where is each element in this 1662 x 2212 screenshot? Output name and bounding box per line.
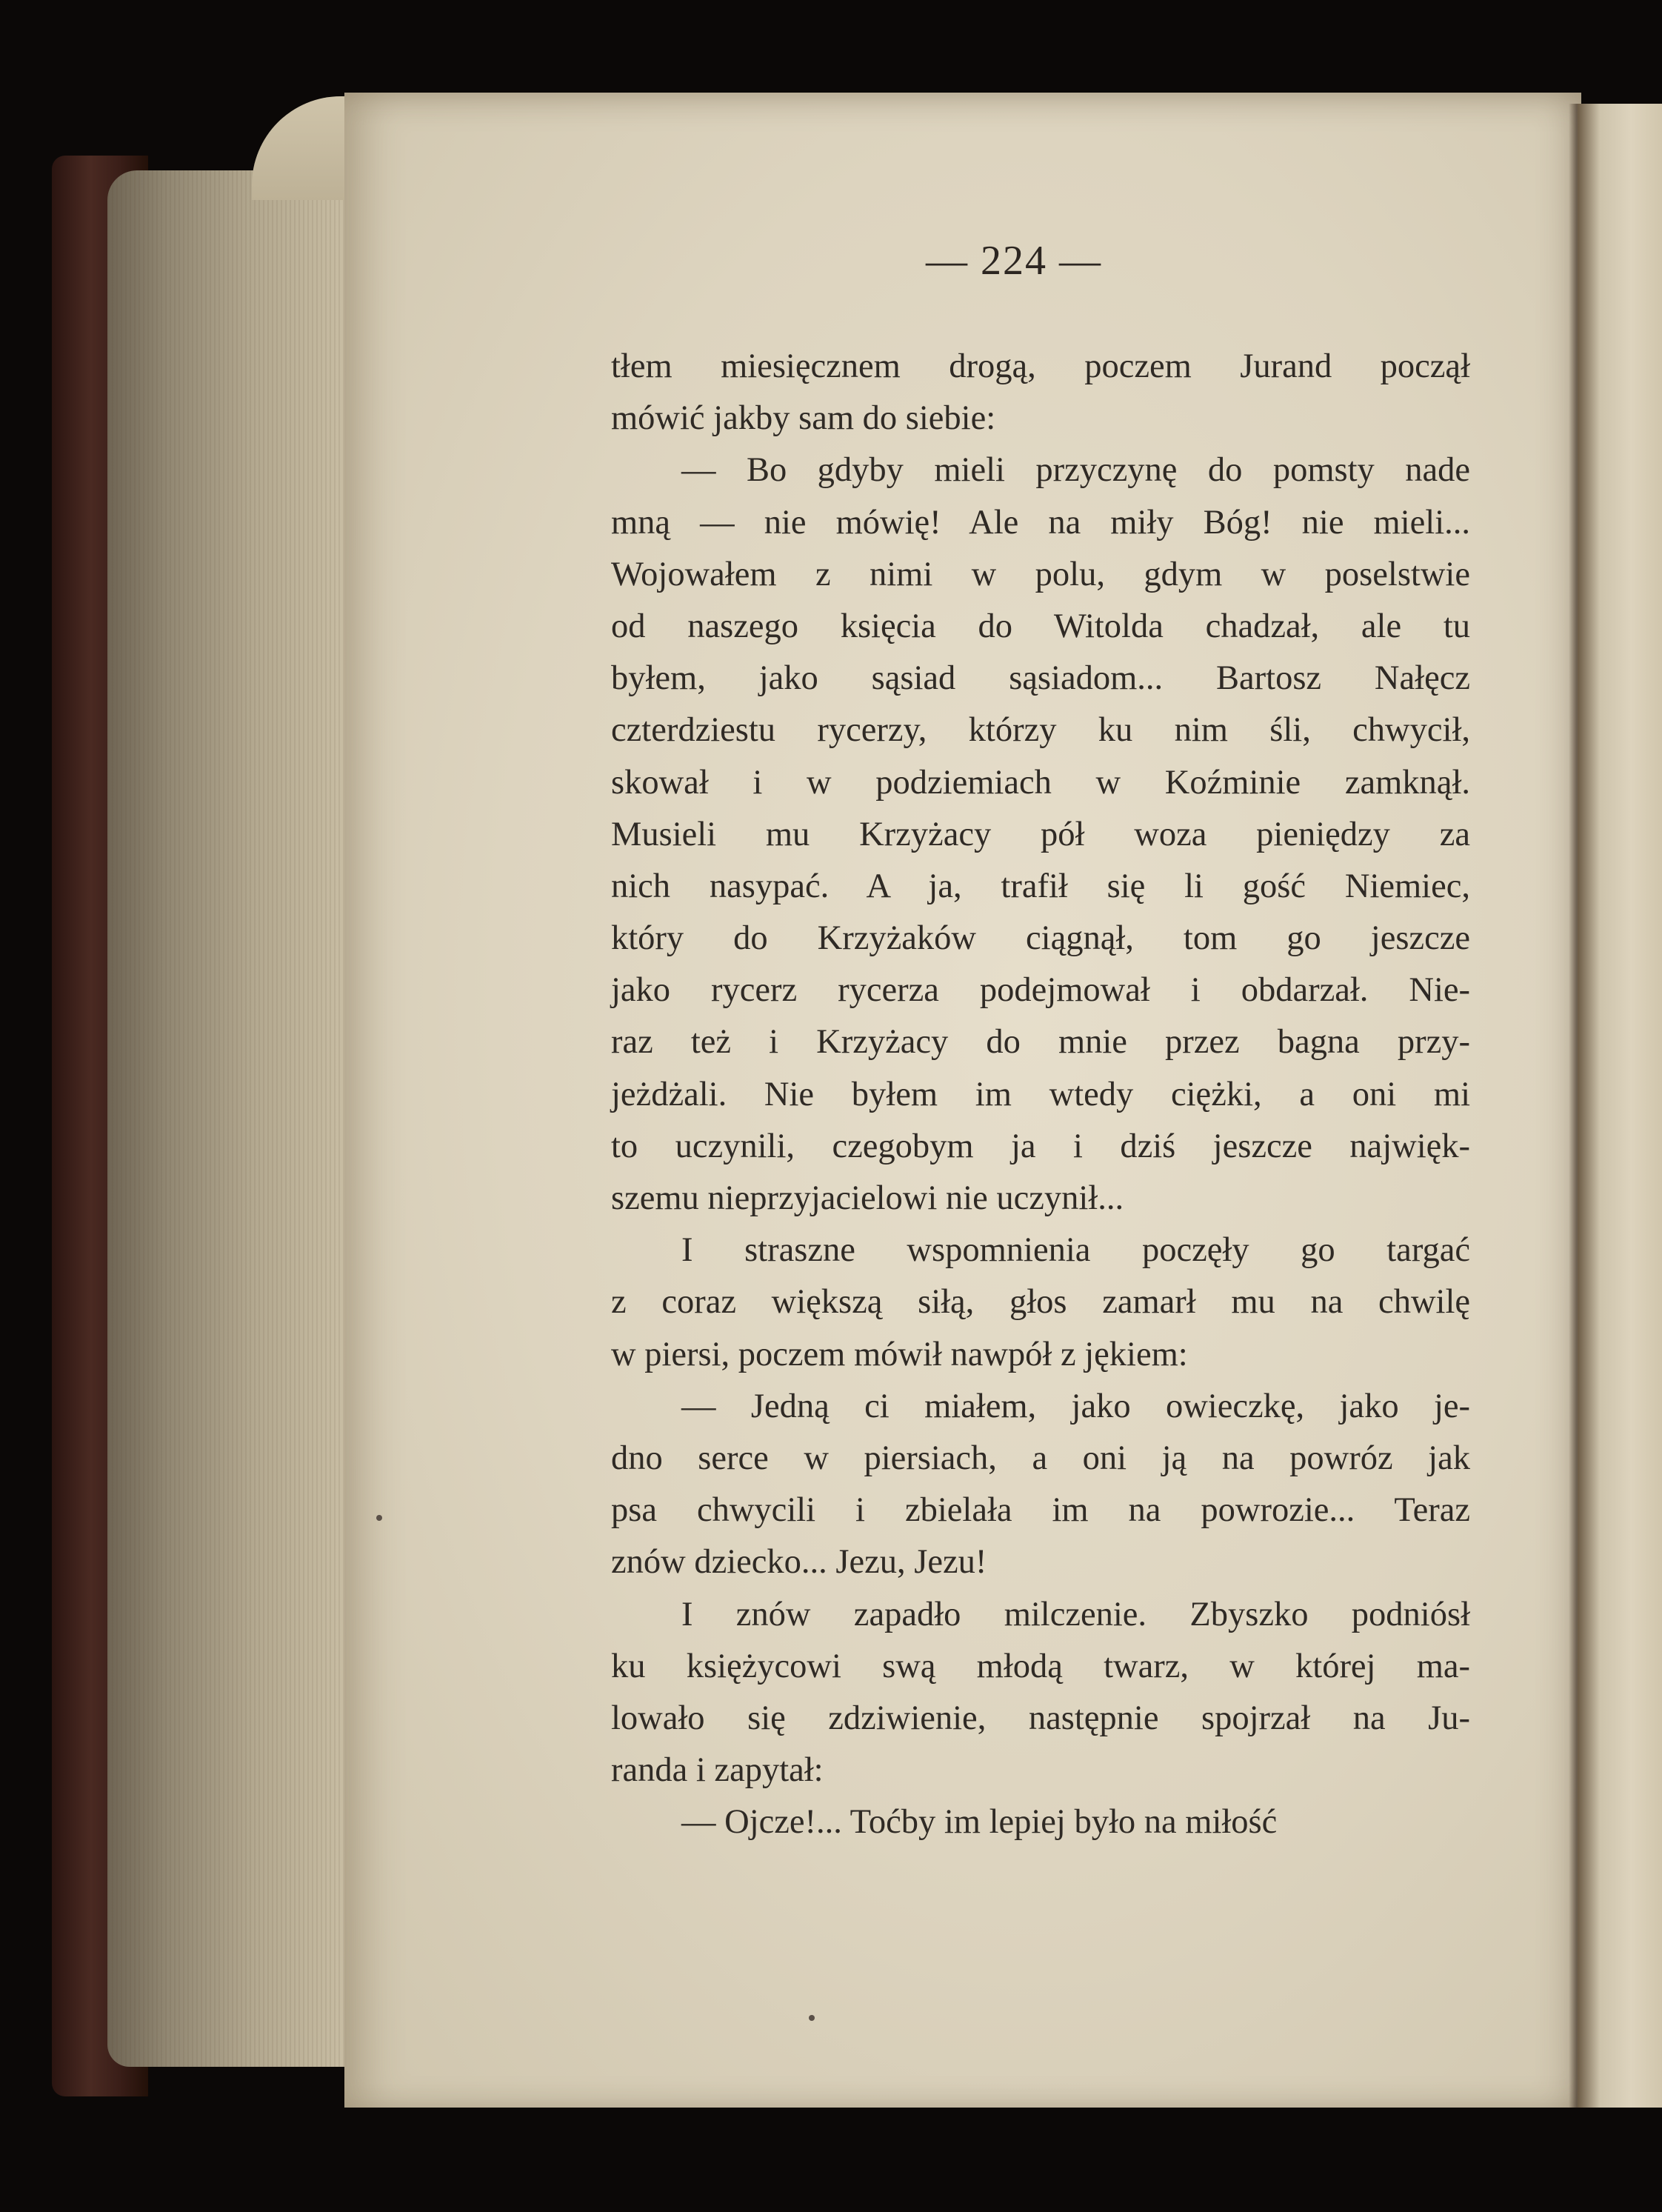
text-line: z coraz większą siłą, głos zamarł mu na chwilę [611,1283,1470,1322]
text-line: byłem, jako sąsiad sąsiadom... Bartosz Nałęcz [611,659,1470,698]
text-line: znów dziecko... Jezu, Jezu! [611,1543,987,1582]
text-line: który do Krzyżaków ciągnął, tom go jeszcze [611,919,1470,958]
text-line: — Ojcze!... Toćby im lepiej było na miłość [681,1803,1278,1842]
text-line: szemu nieprzyjacielowi nie uczynił... [611,1179,1124,1217]
text-line: Musieli mu Krzyżacy pół woza pieniędzy za [611,815,1470,853]
text-line: czterdziestu rycerzy, którzy ku nim śli, chwycił, [611,711,1470,750]
page-edges-stack [107,170,352,2067]
text-line: od naszego księcia do Witolda chadzał, ale tu [611,607,1470,645]
text-line: lowało się zdziwienie, następnie spojrzał na Ju- [611,1699,1470,1737]
text-line: skował i w podziemiach w Koźminie zamknął. [611,763,1470,802]
text-line: dno serce w piersiach, a oni ją na powróz jak [611,1439,1470,1477]
bottom-background [104,2108,1662,2212]
text-line: to uczynili, czegobym ja i dziś jeszcze najwięk- [611,1127,1470,1165]
text-line: Wojowałem z nimi w polu, gdym w poselstwie [611,555,1470,593]
text-line: nich nasypać. A ja, trafił się li gość Niemiec, [611,867,1470,905]
text-line: I znów zapadło milczenie. Zbyszko podniósł [681,1595,1470,1633]
ink-speck [809,2015,815,2021]
next-page-edge [1578,104,1662,2119]
text-line: w piersi, poczem mówił nawpół z jękiem: [611,1335,1188,1373]
text-line: psa chwycili i zbielała im na powrozie... Teraz [611,1491,1470,1530]
page-number: — 224 — [926,238,1102,284]
text-line: — Bo gdyby mieli przyczynę do pomsty nade [681,451,1470,490]
text-line: mówić jakby sam do siebie: [611,399,996,438]
text-line: — Jedną ci miałem, jako owieczkę, jako je- [681,1387,1470,1425]
text-line: jako rycerz rycerza podejmował i obdarzał. Nie- [611,971,1470,1010]
text-line: mną — nie mówię! Ale na miły Bóg! nie mieli... [611,503,1470,542]
text-line: I straszne wspomnienia poczęły go targać [681,1231,1470,1270]
text-line: jeżdżali. Nie byłem im wtedy ciężki, a oni mi [611,1075,1470,1113]
text-line: raz też i Krzyżacy do mnie przez bagna przy- [611,1023,1470,1062]
body-text [611,341,1470,1848]
text-line: ku księżycowi swą młodą twarz, w której ma- [611,1647,1470,1685]
text-line: randa i zapytał: [611,1751,824,1790]
text-line: tłem miesięcznem drogą, poczem Jurand począł [611,347,1470,385]
ink-speck [376,1515,382,1521]
